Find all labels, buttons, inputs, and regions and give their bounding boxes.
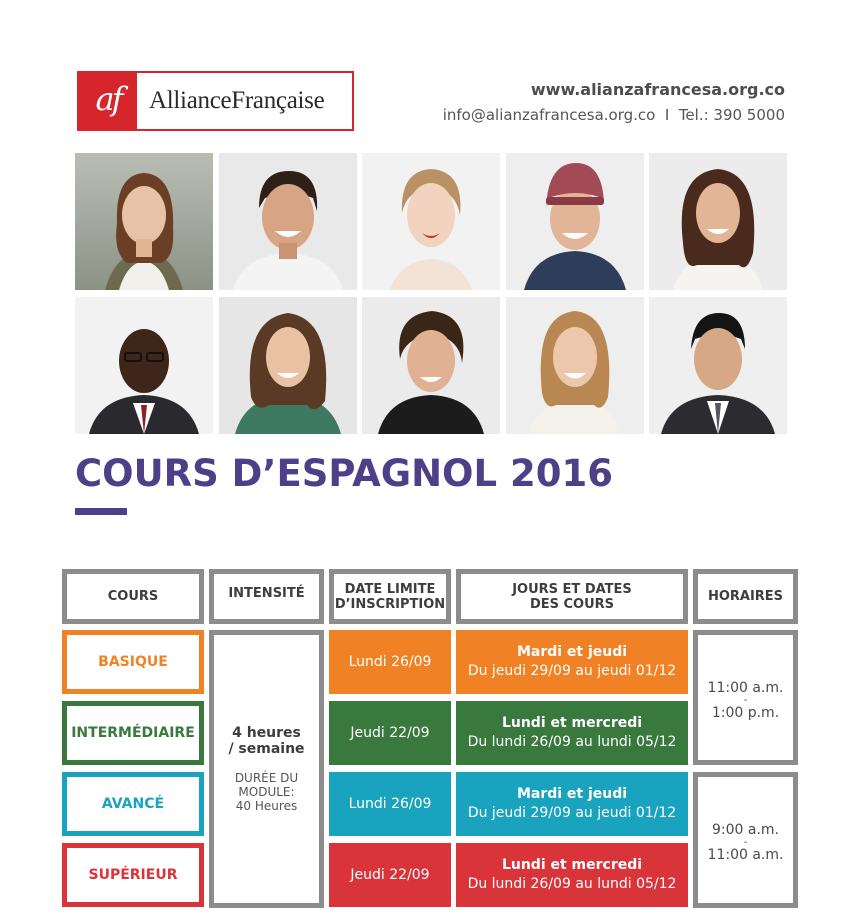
student-photo — [649, 297, 787, 434]
student-photo — [219, 297, 357, 434]
person-avatar-icon — [219, 153, 357, 290]
level-superieur: SUPÉRIEUR — [62, 843, 204, 907]
person-avatar-icon — [362, 297, 500, 434]
deadline-avance: Lundi 26/09 — [329, 772, 451, 836]
intensity-cell — [209, 630, 324, 908]
schedule-morning-early: 9:00 a.m. - 11:00 a.m. — [693, 772, 798, 908]
person-avatar-icon — [75, 153, 213, 290]
student-photo — [362, 297, 500, 434]
deadline-intermediaire: Jeudi 22/09 — [329, 701, 451, 765]
logo-wordmark: AllianceFrançaise — [149, 87, 325, 114]
header-intensite: INTENSITÉ — [209, 569, 324, 624]
page-title: COURS D’ESPAGNOL 2016 — [75, 452, 613, 495]
level-intermediaire: INTERMÉDIAIRE — [62, 701, 204, 765]
intensity-per-week: / semaine — [228, 741, 305, 757]
header-cours: COURS — [62, 569, 204, 624]
dates-superieur: Lundi et mercredi Du lundi 26/09 au lundi 05/12 — [456, 843, 688, 907]
alliance-francaise-logo — [77, 71, 354, 131]
header-horaires: HORAIRES — [693, 569, 798, 624]
contact-block — [443, 80, 785, 124]
header-jours-dates: JOURS ET DATES DES COURS — [456, 569, 688, 624]
dates-intermediaire: Lundi et mercredi Du lundi 26/09 au lundi 05/12 — [456, 701, 688, 765]
level-avance: AVANCÉ — [62, 772, 204, 836]
student-photo — [362, 153, 500, 290]
person-avatar-icon — [362, 153, 500, 290]
person-avatar-icon — [506, 297, 644, 434]
person-avatar-icon — [649, 153, 787, 290]
header-date-limite: DATE LIMITE D’INSCRIPTION — [329, 569, 451, 624]
intensity-hours: 4 heures — [232, 725, 301, 741]
person-avatar-icon — [649, 297, 787, 434]
person-avatar-icon — [75, 297, 213, 434]
student-photo — [219, 153, 357, 290]
student-photo — [649, 153, 787, 290]
module-duration: DURÉE DU MODULE: 40 Heures — [234, 771, 299, 813]
schedule-morning-late: 11:00 a.m. - 1:00 p.m. — [693, 630, 798, 765]
person-avatar-icon — [219, 297, 357, 434]
title-underline — [75, 508, 127, 515]
student-photo — [506, 297, 644, 434]
level-basique: BASIQUE — [62, 630, 204, 694]
person-avatar-icon — [506, 153, 644, 290]
student-photo-grid — [75, 153, 787, 434]
dates-avance: Mardi et jeudi Du jeudi 29/09 au jeudi 01/12 — [456, 772, 688, 836]
deadline-basique: Lundi 26/09 — [329, 630, 451, 694]
student-photo — [75, 153, 213, 290]
af-logo-mark: af — [79, 73, 137, 129]
deadline-superieur: Jeudi 22/09 — [329, 843, 451, 907]
student-photo — [506, 153, 644, 290]
website-link[interactable]: www.alianzafrancesa.org.co — [530, 80, 785, 99]
contact-info: info@alianzafrancesa.org.co I Tel.: 390 5000 — [442, 106, 785, 124]
student-photo — [75, 297, 213, 434]
dates-basique: Mardi et jeudi Du jeudi 29/09 au jeudi 01/12 — [456, 630, 688, 694]
